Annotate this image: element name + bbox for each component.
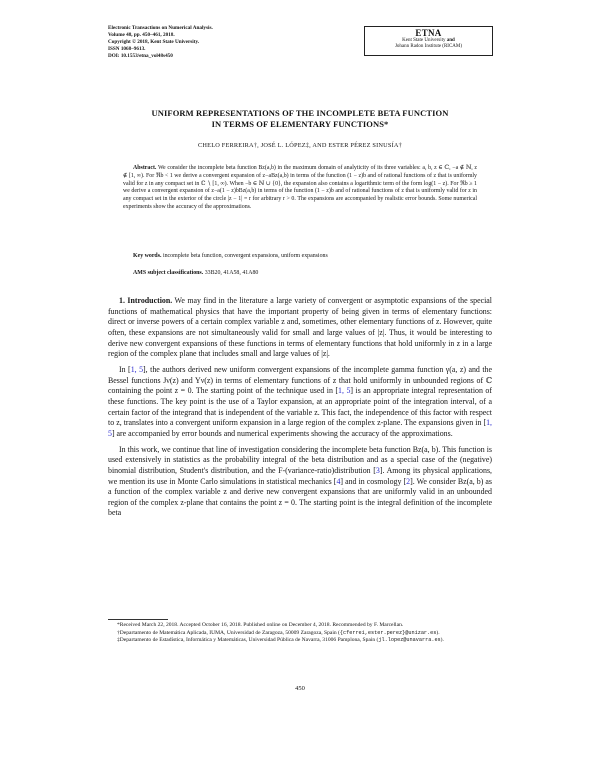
section-heading: 1. Introduction. <box>119 296 173 305</box>
paragraph-1-text: We may find in the literature a large variety of convergent or asymptotic expansions of the special functions of mathematical physics that have the important property of being given in terms of elementary functions: direct or inverse powers of a certain complex variable z and, sometimes, other elementary functions of z. However, quite often, these expansions are not simultaneously valid for small and large values of |z|. Thus, it would be interesting to derive new convergent expansions of these functions in terms of elementary functions that hold uniformly in z in a large region of the complex plane that includes small and large values of |z|. <box>108 296 492 359</box>
page-number: 450 <box>295 685 305 692</box>
etna-affiliation-2: Johann Radon Institute (RICAM) <box>394 44 463 49</box>
paper-title <box>100 108 500 130</box>
paragraph-3 <box>108 445 492 520</box>
citation-link[interactable]: 3 <box>375 465 380 475</box>
abstract-text: We consider the incomplete beta function Bz(a,b) in the maximum domain of analyticity of its three variables: a, b, z ∈ ℂ, −a ∉ ℕ, z ∉ [1, ∞). For ℜb < 1 we derive a convergent expansion of z−aBz(a,b) in terms of the function (1 − z)b and of rational functions of z that is uniformly valid for z in any compact set in ℂ ∖ [1, ∞). When −b ∈ ℕ ∪ {0}, the expansion also contains a logarithmic term of the form log(1 − z). For ℜb ≥ 1 we derive a convergent expansion of z−a(1 − z)bBz(a,b) in terms of the function (1 − z)b and of rational functions of z that is uniformly valid for z in any compact set in the exterior of the circle |z − 1| = r for arbitrary r > 0. The expansions are accompanied by realistic error bounds. Some numerical experiments show the accuracy of the approximations. <box>123 165 477 210</box>
footnote-affiliation-1-end: ). <box>436 629 440 636</box>
paragraph-1 <box>108 296 492 360</box>
footnote-received: *Received March 22, 2018. Accepted October 16, 2018. Published online on December 4, 2018. Recommended by F. Marcellan. <box>117 622 404 628</box>
ams-classification <box>123 270 477 278</box>
ams-text: 33B20, 41A58, 41A80 <box>204 270 259 276</box>
paragraph-2 <box>108 365 492 440</box>
footnote-affiliation-1 <box>108 630 492 638</box>
journal-copyright: Copyright © 2018, Kent State University. <box>108 39 200 46</box>
citation-link[interactable]: 4 <box>336 476 341 486</box>
footnote-affiliation-2-end: ). <box>440 637 444 643</box>
journal-doi: DOI: 10.1553/etna_vol48s450 <box>108 53 173 60</box>
paragraph-3-text-d: ]. We consider Bz(a, b) as a function of the complex variable z and derive new convergent expansions that are uniformly valid in an unbounded region of the complex z-plane that contains the point z = 0. The starting point is the integral definition of the incomplete beta <box>108 476 492 518</box>
paper-title-line-2: IN TERMS OF ELEMENTARY FUNCTIONS* <box>211 119 389 129</box>
paragraph-2-text-a: In [ <box>119 364 131 374</box>
paper-title-line-1: UNIFORM REPRESENTATIONS OF THE INCOMPLETE BETA FUNCTION <box>151 108 449 118</box>
paragraph-2-text-d: ] are accompanied by error bounds and numerical experiments showing the accuracy of the approximations. <box>111 428 453 438</box>
journal-volume: Volume 48, pp. 450–461, 2018. <box>108 32 175 39</box>
journal-name: Electronic Transactions on Numerical Analysis. <box>108 25 213 31</box>
paragraph-3-text-c: ] and in cosmology [ <box>340 476 407 486</box>
etna-logo-box <box>364 26 493 56</box>
footnote-affiliation-2-text: ‡Departamento de Estadística, Informática y Matemáticas, Universidad Pública de Navarra, 31006 Pamplona, Spain ( <box>117 637 379 643</box>
abstract-label: Abstract. <box>133 165 157 171</box>
etna-and: and <box>446 38 455 43</box>
footnote-affiliation-1-text: †Departamento de Matemática Aplicada, IUMA, Universidad de Zaragoza, 50009 Zaragoza, Spain ( <box>117 629 340 636</box>
paper-authors: CHELO FERREIRA†, JOSÉ L. LÓPEZ‡, AND ESTER PÉREZ SINUSÍA† <box>198 142 402 149</box>
keywords <box>123 253 477 261</box>
citation-link[interactable]: 1, 5 <box>130 364 144 374</box>
etna-kent: Kent State University <box>402 38 446 43</box>
email-link[interactable]: jl.lopez@unavarra.es <box>378 637 441 643</box>
keywords-text: incomplete beta function, convergent expansions, uniform expansions <box>162 253 328 259</box>
footnote-affiliation-2 <box>108 637 492 645</box>
abstract <box>123 165 477 212</box>
paragraph-3-text-a: In this work, we continue that line of investigation considering the incomplete beta function Bz(a, b). This function is used extensively in statistics as the probability integral of the beta distribution and as a special case of the (negative) binomial distribution, Student's distribution, and the F-(variance-ratio)distribution [ <box>108 444 492 475</box>
citation-link[interactable]: 1, 5 <box>108 418 492 438</box>
journal-header <box>108 25 338 60</box>
paragraph-3-text-b: ]. Among its physical applications, we mention its use in Monte Carlo simulations in statistical mechanics [ <box>108 465 492 486</box>
etna-title: ETNA <box>415 28 442 38</box>
footnotes <box>108 622 492 645</box>
footnote-divider <box>108 619 168 620</box>
email-link[interactable]: {cferrei,ester.perez}@unizar.es <box>339 629 437 636</box>
paragraph-2-text-c: ] is an appropriate integral representation of these functions. The key point is the use of a Taylor expansion, at an appropriate point of the integration interval, of a certain factor of the integrand that is independent of the variable z. This fact, the independence of this factor with respect to z, translates into a convergent uniform expansion in a large region of the complex z-plane. The expansions given in [ <box>108 386 492 428</box>
keywords-label: Key words. <box>133 253 162 259</box>
citation-link[interactable]: 1, 5 <box>338 386 351 396</box>
body-text <box>108 296 492 519</box>
ams-label: AMS subject classifications. <box>133 270 204 276</box>
citation-link[interactable]: 2 <box>406 476 411 486</box>
paragraph-2-text-b: ], the authors derived new uniform convergent expansions of the incomplete gamma function γ(a, z) and the Bessel functions Jν(z) and Yν(z) in terms of elementary functions of z that hold uniformly in unbounded regions of ℂ containing the point z = 0. The starting point of the technique used in [ <box>108 364 492 396</box>
journal-issn: ISSN 1068–9613. <box>108 46 146 53</box>
